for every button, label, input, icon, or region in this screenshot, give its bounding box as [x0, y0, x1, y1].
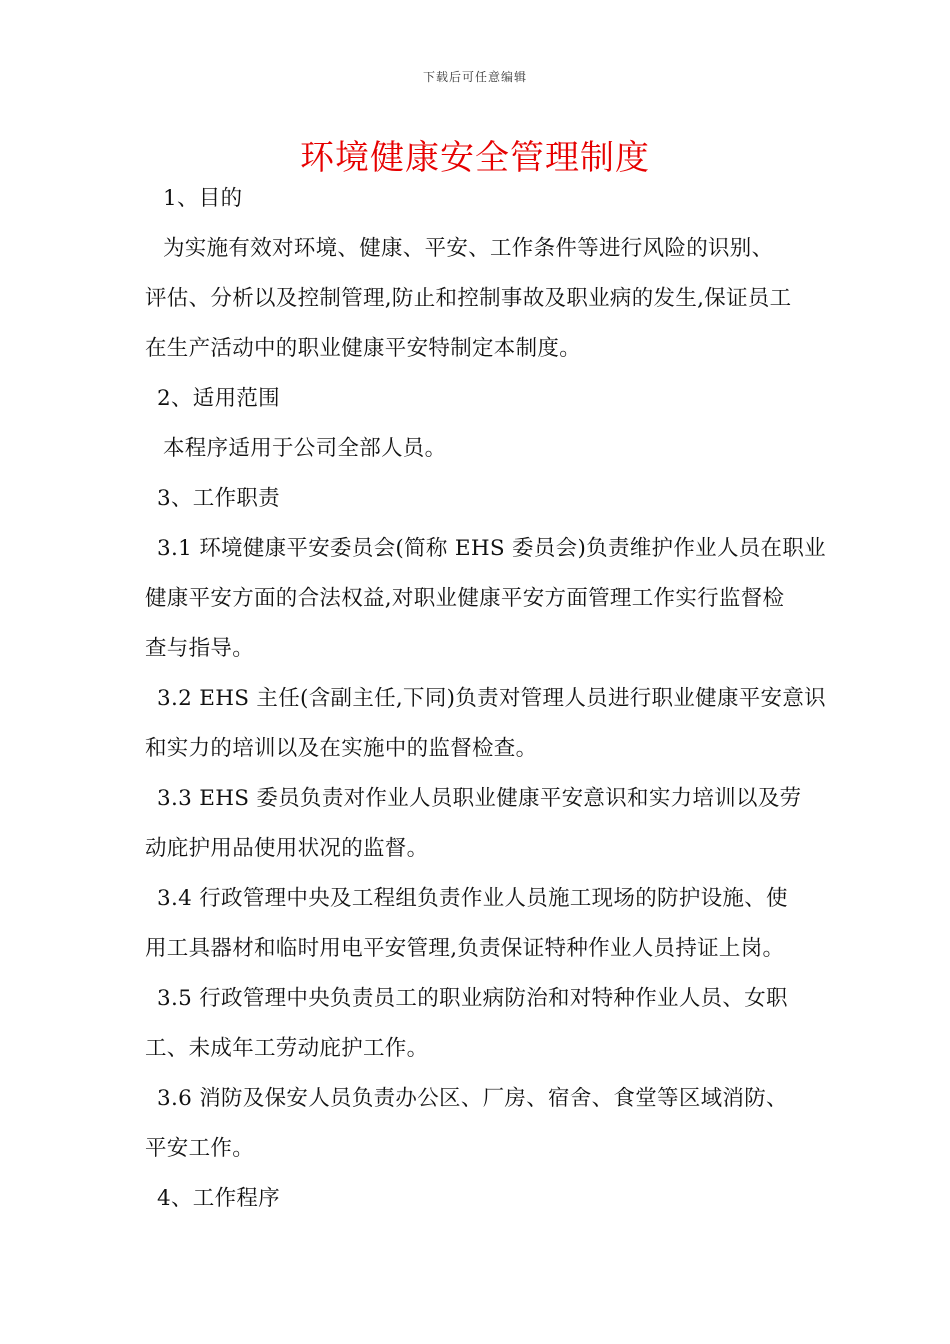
body-line: 健康平安方面的合法权益,对职业健康平安方面管理工作实行监督检	[145, 586, 785, 611]
body-line: 3.2 EHS 主任(含副主任,下同)负责对管理人员进行职业健康平安意识	[157, 686, 826, 711]
body-line: 3.4 行政管理中央及工程组负责作业人员施工现场的防护设施、使	[157, 886, 788, 911]
body-line: 3.5 行政管理中央负责员工的职业病防治和对特种作业人员、女职	[157, 986, 788, 1011]
document-body	[145, 174, 826, 1224]
body-line: 评估、分析以及控制管理,防止和控制事故及职业病的发生,保证员工	[145, 286, 792, 311]
body-line: 动庇护用品使用状况的监督。	[145, 836, 429, 861]
body-line: 用工具器材和临时用电平安管理,负责保证特种作业人员持证上岗。	[145, 936, 785, 961]
body-line: 和实力的培训以及在实施中的监督检查。	[145, 736, 538, 761]
section-heading: 1、目的	[163, 186, 243, 211]
section-heading: 2、适用范围	[157, 386, 280, 411]
document-title: 环境健康安全管理制度	[300, 138, 650, 178]
body-line: 工、未成年工劳动庇护工作。	[145, 1036, 429, 1061]
section-heading: 3、工作职责	[157, 486, 280, 511]
body-line: 3.3 EHS 委员负责对作业人员职业健康平安意识和实力培训以及劳	[157, 786, 802, 811]
body-line: 在生产活动中的职业健康平安特制定本制度。	[145, 336, 582, 361]
body-line: 3.1 环境健康平安委员会(简称 EHS 委员会)负责维护作业人员在职业	[157, 536, 826, 561]
body-line: 为实施有效对环境、健康、平安、工作条件等进行风险的识别、	[163, 236, 774, 261]
header-note: 下载后可任意编辑	[422, 70, 527, 84]
body-line: 查与指导。	[145, 636, 255, 661]
section-heading: 4、工作程序	[157, 1186, 280, 1211]
body-line: 3.6 消防及保安人员负责办公区、厂房、宿舍、食堂等区域消防、	[157, 1086, 788, 1111]
body-line: 平安工作。	[145, 1136, 255, 1161]
body-line: 本程序适用于公司全部人员。	[163, 436, 447, 461]
